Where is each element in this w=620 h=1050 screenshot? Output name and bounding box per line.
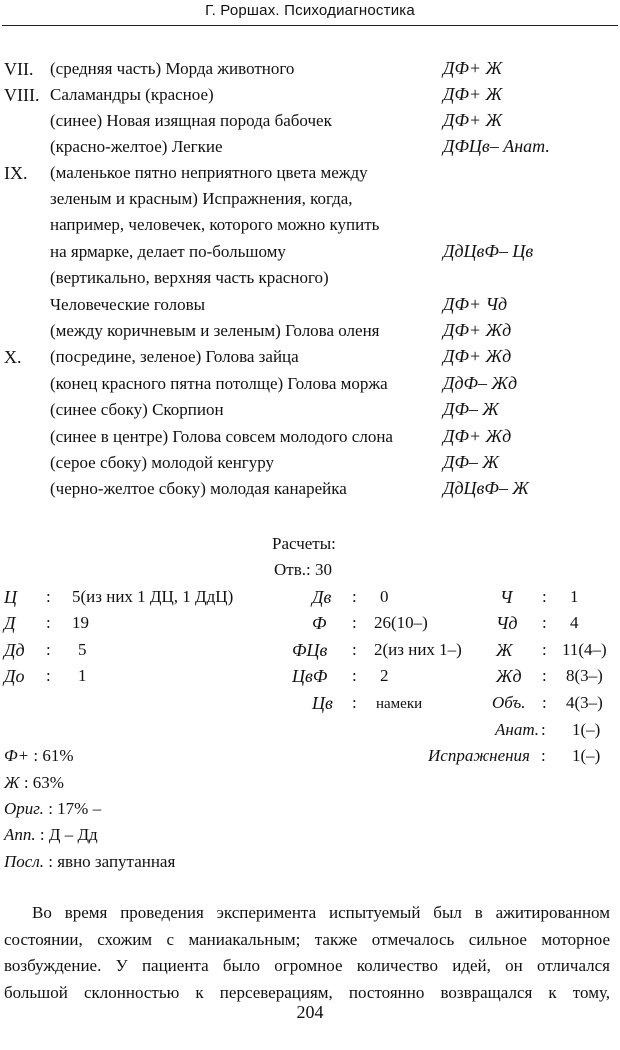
response-code: ДФ+ Жд <box>443 320 512 340</box>
response-code: ДФ+ Ж <box>443 58 503 78</box>
response-code: ДдЦвФ– Цв <box>443 241 534 261</box>
running-header: Г. Роршах. Психодиагностика <box>205 2 415 19</box>
summary-value: : 17% – <box>43 799 102 818</box>
calc-sep: : <box>542 587 547 606</box>
response-text: (между коричневым и зеленым) Голова оленя <box>50 321 380 340</box>
calc-value: 4 <box>570 613 579 632</box>
response-code: ДФ– Ж <box>443 452 499 472</box>
page-number: 204 <box>296 1002 324 1022</box>
calc-sep: : <box>352 693 357 712</box>
response-code: ДФЦв– Анат. <box>443 136 550 156</box>
calc-sep: : <box>541 720 546 739</box>
summary-value: : Д – Дд <box>35 825 98 844</box>
response-code: ДФ+ Ж <box>443 84 503 104</box>
response-code: ДФ+ Жд <box>443 426 512 446</box>
calc-key: Дд <box>4 640 25 660</box>
paragraph-line: возбуждение. У пациента было огромное количество идей, он отличался <box>4 956 610 975</box>
header-rule <box>2 25 618 26</box>
roman-numeral: IX. <box>4 163 28 183</box>
calc-key: Ф <box>312 613 327 633</box>
calc-sep: : <box>46 666 51 685</box>
paragraph-line: состоянии, схожим с маниакальным; также отмечалось сильное моторное <box>4 929 610 949</box>
calc-value: 19 <box>72 613 89 632</box>
calc-key: Дв <box>312 587 332 607</box>
calc-answers: Отв.: 30 <box>274 560 332 579</box>
response-text: (посредине, зеленое) Голова зайца <box>50 347 299 366</box>
calc-value: 2(из них 1–) <box>374 640 462 659</box>
calc-sep: : <box>352 587 357 606</box>
calc-value: 26(10–) <box>374 613 428 632</box>
calc-sep: : <box>352 666 357 685</box>
roman-numeral: X. <box>4 347 22 367</box>
calc-key: Испражнения <box>428 746 530 765</box>
calc-sep: : <box>542 666 547 685</box>
calc-key: Цв <box>312 693 333 713</box>
calc-sep: : <box>46 640 51 659</box>
response-text: (вертикально, верхняя часть красного) <box>50 268 329 287</box>
response-code: ДФ+ Жд <box>443 346 512 366</box>
calc-sep: : <box>542 613 547 632</box>
summary-line <box>4 851 175 873</box>
summary-key: Ориг. <box>4 799 44 818</box>
response-text: (синее сбоку) Скорпион <box>50 400 224 419</box>
response-text: зеленым и красным) Испражнения, когда, <box>50 189 353 208</box>
summary-key: Посл. <box>4 852 44 871</box>
response-text: на ярмарке, делает по-большому <box>50 242 286 261</box>
calc-value: 8(3–) <box>566 666 603 685</box>
summary-line <box>4 798 101 820</box>
calc-sep: : <box>542 640 547 659</box>
summary-line <box>4 772 64 794</box>
body-paragraph <box>4 900 610 1006</box>
response-text: Человеческие головы <box>50 295 206 314</box>
summary-line <box>4 824 98 846</box>
summary-value: : 63% <box>19 773 64 792</box>
calc-key: ФЦв <box>292 640 328 660</box>
summary-value: : 61% <box>29 746 74 765</box>
calc-key: Анат. <box>495 720 540 739</box>
calc-value: 1 <box>570 587 579 606</box>
roman-numeral: VIII. <box>4 85 40 105</box>
response-text: (черно-желтое сбоку) молодая канарейка <box>50 479 347 498</box>
summary-line <box>4 745 74 767</box>
calc-key: Чд <box>496 613 518 633</box>
calc-key: Ц <box>4 587 17 607</box>
calc-value: намеки <box>376 696 423 712</box>
calc-key: Объ. <box>492 693 526 712</box>
response-text: например, человечек, которого можно купить <box>50 215 380 234</box>
calc-value: 4(3–) <box>566 693 603 712</box>
response-code: ДФ+ Чд <box>443 294 508 314</box>
calc-key: Ч <box>500 587 513 607</box>
response-code: ДФ– Ж <box>443 399 499 419</box>
calc-sep: : <box>46 587 51 606</box>
calc-sep: : <box>352 640 357 659</box>
calc-sep: : <box>352 613 357 632</box>
response-text: (синее в центре) Голова совсем молодого слона <box>50 427 393 446</box>
calc-value: 2 <box>380 666 389 685</box>
calc-key: Жд <box>496 666 522 686</box>
response-text: (красно-желтое) Легкие <box>50 137 223 156</box>
calc-key: Д <box>4 613 16 633</box>
paragraph-line: большой склонностью к персеверациям, постоянно возвращался к тому, <box>4 982 610 1002</box>
paragraph-line: Во время проведения эксперимента испытуемый был в ажитированном <box>32 903 610 922</box>
calc-value: 5(из них 1 ДЦ, 1 ДдЦ) <box>72 587 234 606</box>
calc-key: ЦвФ <box>292 666 328 686</box>
calc-sep: : <box>46 613 51 632</box>
response-text: (конец красного пятна потолще) Голова моржа <box>50 374 388 393</box>
calc-title: Расчеты: <box>272 534 336 553</box>
response-code: ДФ+ Ж <box>443 110 503 130</box>
roman-numeral: VII. <box>4 59 34 79</box>
calc-sep: : <box>542 693 547 712</box>
calc-value: 1(–) <box>572 720 601 739</box>
calc-value: 11(4–) <box>562 640 607 659</box>
response-text: (серое сбоку) молодой кенгуру <box>50 453 275 472</box>
calc-value: 0 <box>380 587 389 606</box>
response-text: (маленькое пятно неприятного цвета между <box>50 163 368 182</box>
calc-key: Ж <box>496 640 513 660</box>
response-code: ДдФ– Жд <box>443 373 518 393</box>
summary-key: Ж <box>4 773 20 792</box>
calc-sep: : <box>541 746 546 765</box>
response-text: Саламандры (красное) <box>50 85 214 104</box>
response-text: (средняя часть) Морда животного <box>50 59 295 78</box>
calc-value: 1(–) <box>572 746 601 765</box>
response-text: (синее) Новая изящная порода бабочек <box>50 111 332 130</box>
calc-value: 1 <box>78 666 87 685</box>
summary-value: : явно запутанная <box>44 852 176 871</box>
calc-key: До <box>4 666 25 686</box>
summary-key: Апп. <box>4 825 36 844</box>
summary-key: Ф+ <box>4 746 30 765</box>
calc-value: 5 <box>78 640 87 659</box>
response-code: ДдЦвФ– Ж <box>443 478 529 498</box>
